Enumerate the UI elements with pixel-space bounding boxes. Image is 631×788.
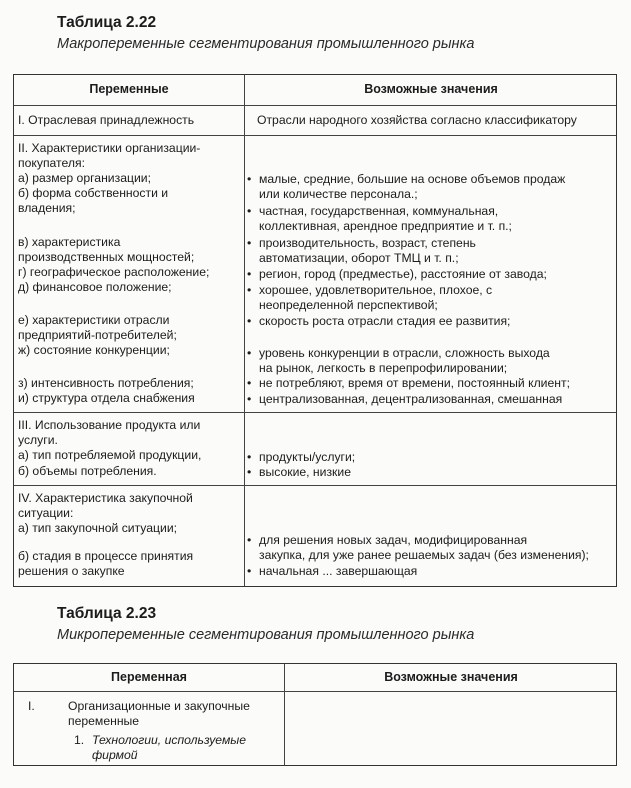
table-row bbox=[14, 105, 616, 135]
list-item: • уровень конкуренции в отрасли, сложность выхода на рынок, легкость в перепрофилировании; bbox=[247, 346, 550, 375]
row-variable-heading: Организационные и закупочные переменные bbox=[68, 699, 250, 729]
row-variable-item: г) географическое расположение; bbox=[18, 265, 210, 279]
row-value: Отрасли народного хозяйства согласно классификатору bbox=[257, 113, 577, 127]
table-row bbox=[14, 485, 616, 588]
header-variables: Переменные bbox=[89, 82, 169, 96]
row-variable-heading: III. Использование продукта или услуги. а) тип потребляемой продукции, б) объемы потребления. bbox=[18, 418, 202, 478]
row-variable-item: б) стадия в процессе принятия решения о закупке bbox=[18, 549, 194, 579]
table-22-subtitle: Макропеременные сегментирования промышленного рынка bbox=[57, 36, 475, 52]
row-variable-item: ж) состояние конкуренции; bbox=[18, 343, 170, 357]
sub-item-number: 1. bbox=[74, 733, 85, 747]
row-variable-heading: II. Характеристики организации- покупателя: bbox=[18, 141, 201, 171]
table-row bbox=[14, 135, 616, 412]
table-row bbox=[14, 691, 616, 767]
list-item: • скорость роста отрасли стадия ее развития; bbox=[247, 314, 510, 329]
list-item: • начальная ... завершающая bbox=[247, 564, 417, 579]
list-item: • производительность, возраст, степень автоматизации, оборот ТМЦ и т. п.; bbox=[247, 236, 476, 265]
table-22-title: Таблица 2.22 bbox=[57, 14, 157, 31]
list-item: • частная, государственная, коммунальная, коллективная, арендное предприятие и т. п.; bbox=[247, 204, 512, 233]
row-variable-item: з) интенсивность потребления; bbox=[18, 376, 194, 390]
table-header-row bbox=[14, 664, 616, 691]
table-23-title: Таблица 2.23 bbox=[57, 605, 157, 622]
table-header-row bbox=[14, 75, 616, 105]
list-item: • централизованная, децентрализованная, смешанная bbox=[247, 392, 562, 407]
row-variable-item: е) характеристики отрасли предприятий-потребителей; bbox=[18, 313, 177, 343]
list-item: • регион, город (предместье), расстояние от завода; bbox=[247, 267, 547, 282]
row-variable-heading: IV. Характеристика закупочной ситуации: а) тип закупочной ситуации; bbox=[18, 491, 193, 536]
table-22 bbox=[13, 74, 617, 587]
table-23 bbox=[13, 663, 617, 766]
row-variable-item: б) форма собственности и владения; bbox=[18, 186, 169, 216]
row-variable: I. Отраслевая принадлежность bbox=[18, 113, 195, 127]
sub-item: Технологии, используемые фирмой bbox=[92, 733, 247, 763]
row-number: I. bbox=[28, 699, 35, 713]
table-23-subtitle: Микропеременные сегментирования промышленного рынка bbox=[57, 627, 475, 643]
list-item: • высокие, низкие bbox=[247, 465, 351, 480]
list-item: • хорошее, удовлетворительное, плохое, с неопределенной перспективой; bbox=[247, 283, 492, 312]
row-variable-item: и) структура отдела снабжения bbox=[18, 391, 195, 405]
list-item: • малые, средние, большие на основе объемов продаж или количестве персонала.; bbox=[247, 172, 565, 201]
header-values: Возможные значения bbox=[384, 670, 518, 684]
row-variable-item: а) размер организации; bbox=[18, 171, 151, 185]
row-variable-item: в) характеристика производственных мощностей; bbox=[18, 235, 195, 265]
row-variable-item: д) финансовое положение; bbox=[18, 280, 172, 294]
header-values: Возможные значения bbox=[364, 82, 498, 96]
list-item: • продукты/услуги; bbox=[247, 450, 355, 465]
table-row bbox=[14, 412, 616, 485]
header-variable: Переменная bbox=[111, 670, 187, 684]
list-item: • не потребляют, время от времени, постоянный клиент; bbox=[247, 376, 570, 391]
list-item: • для решения новых задач, модифицированная закупка, для уже ранее решаемых задач (без изменения); bbox=[247, 533, 589, 562]
